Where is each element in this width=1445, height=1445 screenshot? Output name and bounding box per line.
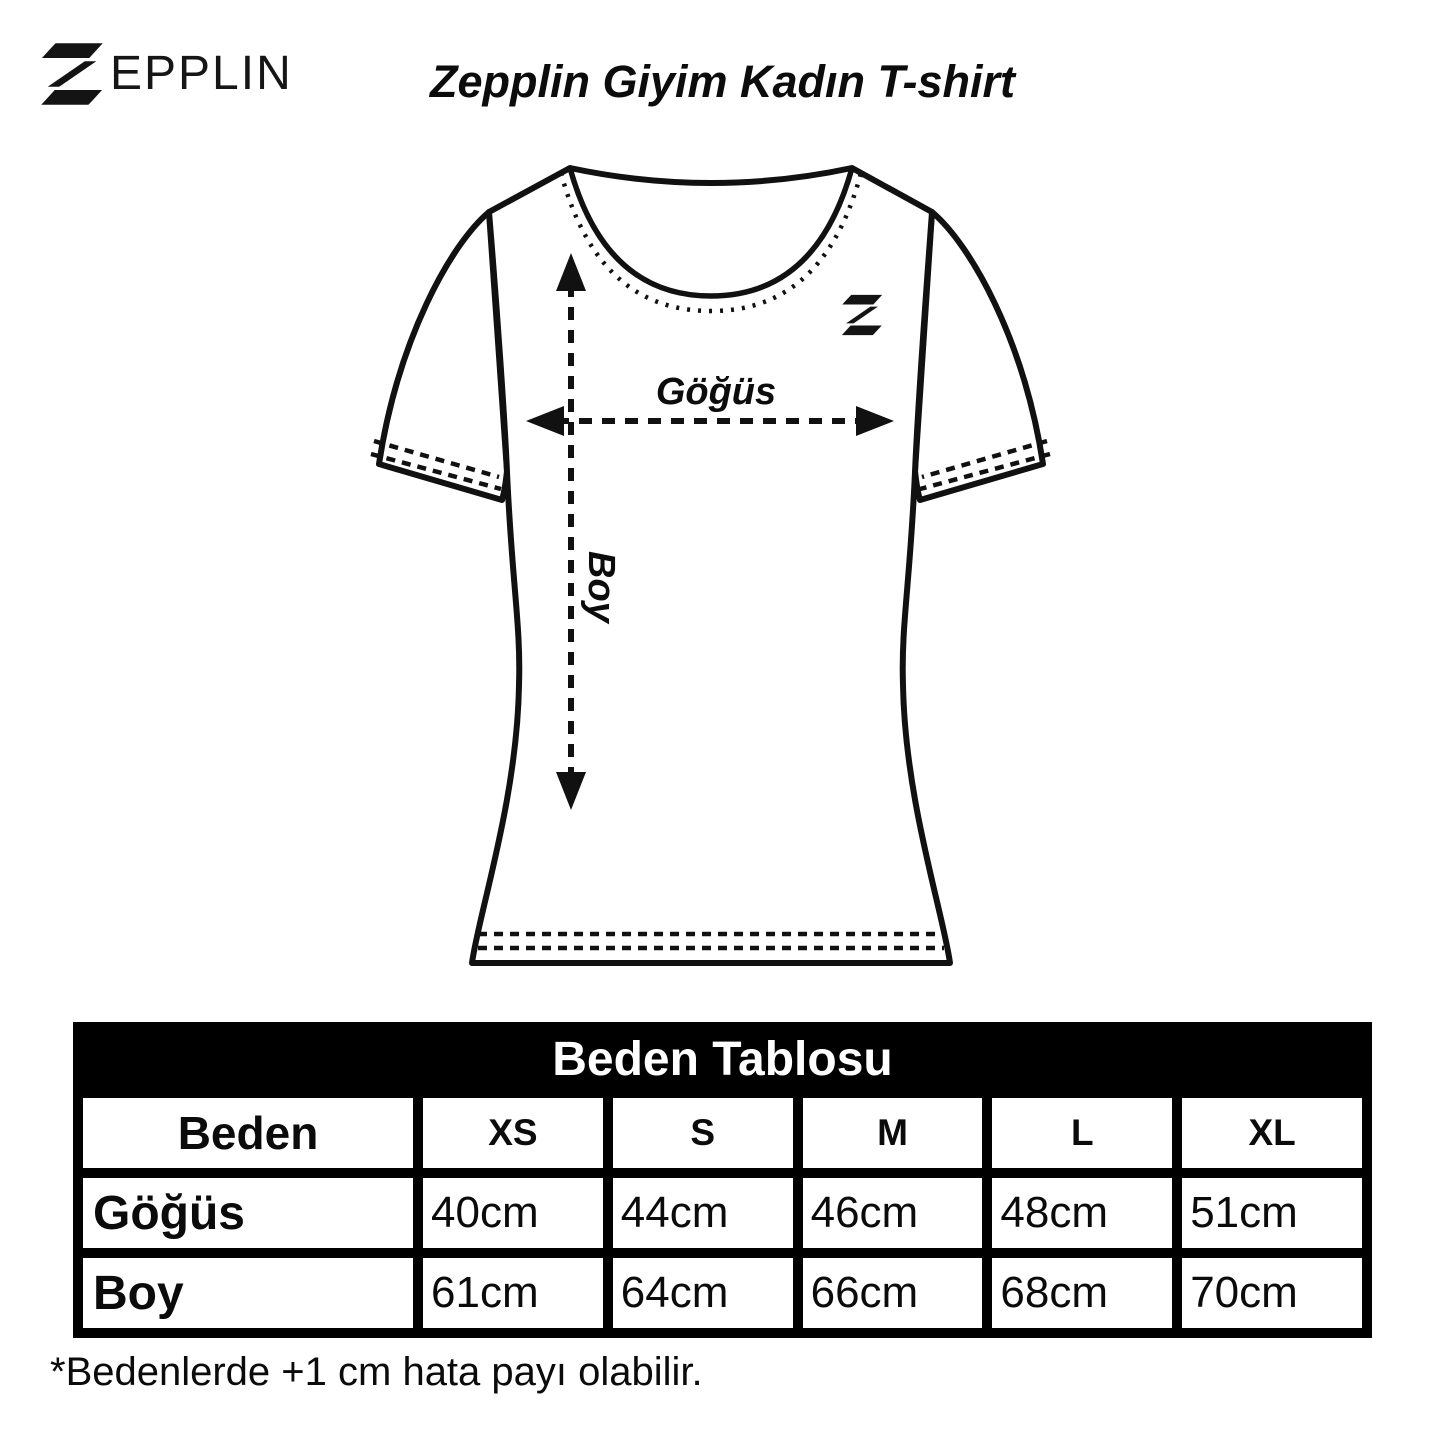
chest-value-m: 46cm bbox=[803, 1178, 983, 1248]
size-table-title: Beden Tablosu bbox=[552, 1033, 893, 1086]
length-value-m: 66cm bbox=[803, 1258, 983, 1328]
chest-value-s: 44cm bbox=[613, 1178, 793, 1248]
size-table bbox=[73, 1022, 1372, 1338]
column-header-l: L bbox=[992, 1098, 1172, 1168]
length-arrow-label: Boy bbox=[580, 551, 622, 623]
length-value-s: 64cm bbox=[613, 1258, 793, 1328]
chest-value-l: 48cm bbox=[992, 1178, 1172, 1248]
row-label-chest: Göğüs bbox=[83, 1178, 413, 1248]
length-value-l: 68cm bbox=[992, 1258, 1172, 1328]
chest-value-xl: 51cm bbox=[1182, 1178, 1362, 1248]
length-value-xl: 70cm bbox=[1182, 1258, 1362, 1328]
page-title-bold: Kadın T-shirt bbox=[740, 56, 1016, 107]
length-value-xs: 61cm bbox=[423, 1258, 603, 1328]
tshirt-body bbox=[472, 168, 950, 963]
column-header-m: M bbox=[803, 1098, 983, 1168]
size-footnote: *Bedenlerde +1 cm hata payı olabilir. bbox=[50, 1350, 703, 1394]
page-title-regular: Zepplin Giyim bbox=[429, 56, 728, 107]
column-header-xl: XL bbox=[1182, 1098, 1362, 1168]
brand-wordmark: EPPLIN bbox=[110, 47, 293, 100]
column-header-s: S bbox=[613, 1098, 793, 1168]
column-header-beden: Beden bbox=[83, 1098, 413, 1168]
chest-arrow-label: Göğüs bbox=[655, 371, 777, 413]
chest-value-xs: 40cm bbox=[423, 1178, 603, 1248]
column-header-xs: XS bbox=[423, 1098, 603, 1168]
row-label-length: Boy bbox=[83, 1258, 413, 1328]
size-table-grid bbox=[83, 1098, 1362, 1328]
